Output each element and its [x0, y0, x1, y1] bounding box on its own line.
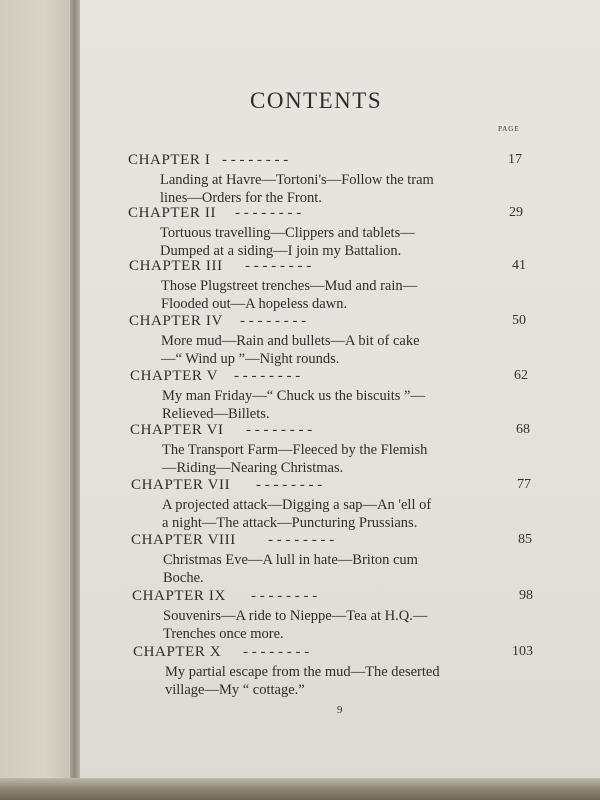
- chapter-summary-line: Souvenirs—A ride to Nieppe—Tea at H.Q.—: [163, 608, 428, 624]
- chapter-summary-line: The Transport Farm—Fleeced by the Flemish: [162, 442, 428, 458]
- chapter-summary-line: A projected attack—Digging a sap—An 'ell of: [162, 497, 432, 513]
- chapter-summary-line: Boche.: [163, 570, 204, 586]
- chapter-heading: CHAPTER VI: [130, 422, 224, 438]
- page-title: CONTENTS: [250, 88, 383, 113]
- dot-leader: - - - - - - - -: [222, 152, 289, 168]
- page-number: 103: [512, 644, 533, 659]
- table-edge: [0, 778, 600, 800]
- chapter-summary-line: —Riding—Nearing Christmas.: [162, 460, 344, 476]
- chapter-heading: CHAPTER X: [133, 644, 222, 660]
- contents-entry: [0, 532, 600, 592]
- chapter-summary-line: My partial escape from the mud—The deserted: [165, 664, 440, 680]
- page-column-label: PAGE: [498, 125, 520, 133]
- page-number: 62: [514, 368, 528, 383]
- chapter-heading: CHAPTER VIII: [131, 532, 236, 548]
- chapter-summary-line: More mud—Rain and bullets—A bit of cake: [161, 333, 420, 349]
- contents-entry: [0, 644, 600, 704]
- page-number: 29: [509, 205, 523, 220]
- chapter-heading: CHAPTER IX: [132, 588, 226, 604]
- contents-entry: [0, 477, 600, 537]
- chapter-summary-line: Flooded out—A hopeless dawn.: [161, 296, 348, 312]
- dot-leader: - - - - - - - -: [243, 644, 310, 660]
- page-number: 85: [518, 532, 532, 547]
- dot-leader: - - - - - - - -: [251, 588, 318, 604]
- page-number: 17: [508, 152, 522, 167]
- chapter-summary-line: Tortuous travelling—Clippers and tablets—: [160, 225, 415, 241]
- chapter-summary-line: Relieved—Billets.: [162, 406, 270, 422]
- chapter-summary-line: Christmas Eve—A lull in hate—Briton cum: [163, 552, 418, 568]
- contents-entry: [0, 313, 600, 373]
- page-number: 41: [512, 258, 526, 273]
- dot-leader: - - - - - - - -: [235, 205, 302, 221]
- chapter-heading: CHAPTER II: [128, 205, 217, 221]
- page-number: 68: [516, 422, 530, 437]
- chapter-heading: CHAPTER IV: [129, 313, 223, 329]
- dot-leader: - - - - - - - -: [268, 532, 335, 548]
- page-number: 50: [512, 313, 526, 328]
- chapter-summary-line: Dumped at a siding—I join my Battalion.: [160, 243, 402, 259]
- chapter-summary-line: My man Friday—“ Chuck us the biscuits ”—: [162, 388, 425, 404]
- contents-entry: [0, 588, 600, 648]
- page-number: 98: [519, 588, 533, 603]
- contents-entry: [0, 152, 600, 212]
- chapter-heading: CHAPTER I: [128, 152, 211, 168]
- chapter-summary-line: lines—Orders for the Front.: [160, 190, 322, 206]
- page-folio: 9: [337, 704, 343, 716]
- chapter-heading: CHAPTER III: [129, 258, 223, 274]
- dot-leader: - - - - - - - -: [245, 258, 312, 274]
- page-number: 77: [517, 477, 531, 492]
- dot-leader: - - - - - - - -: [240, 313, 307, 329]
- contents-entry: [0, 205, 600, 265]
- chapter-heading: CHAPTER VII: [131, 477, 231, 493]
- dot-leader: - - - - - - - -: [246, 422, 313, 438]
- chapter-summary-line: —“ Wind up ”—Night rounds.: [161, 351, 340, 367]
- chapter-summary-line: a night—The attack—Puncturing Prussians.: [162, 515, 418, 531]
- chapter-summary-line: Those Plugstreet trenches—Mud and rain—: [161, 278, 418, 294]
- chapter-summary-line: Landing at Havre—Tortoni's—Follow the tram: [160, 172, 434, 188]
- chapter-summary-line: Trenches once more.: [163, 626, 284, 642]
- dot-leader: - - - - - - - -: [234, 368, 301, 384]
- chapter-summary-line: village—My “ cottage.”: [165, 682, 305, 698]
- dot-leader: - - - - - - - -: [256, 477, 323, 493]
- contents-entry: [0, 422, 600, 482]
- contents-entry: [0, 258, 600, 318]
- contents-entry: [0, 368, 600, 428]
- chapter-heading: CHAPTER V: [130, 368, 219, 384]
